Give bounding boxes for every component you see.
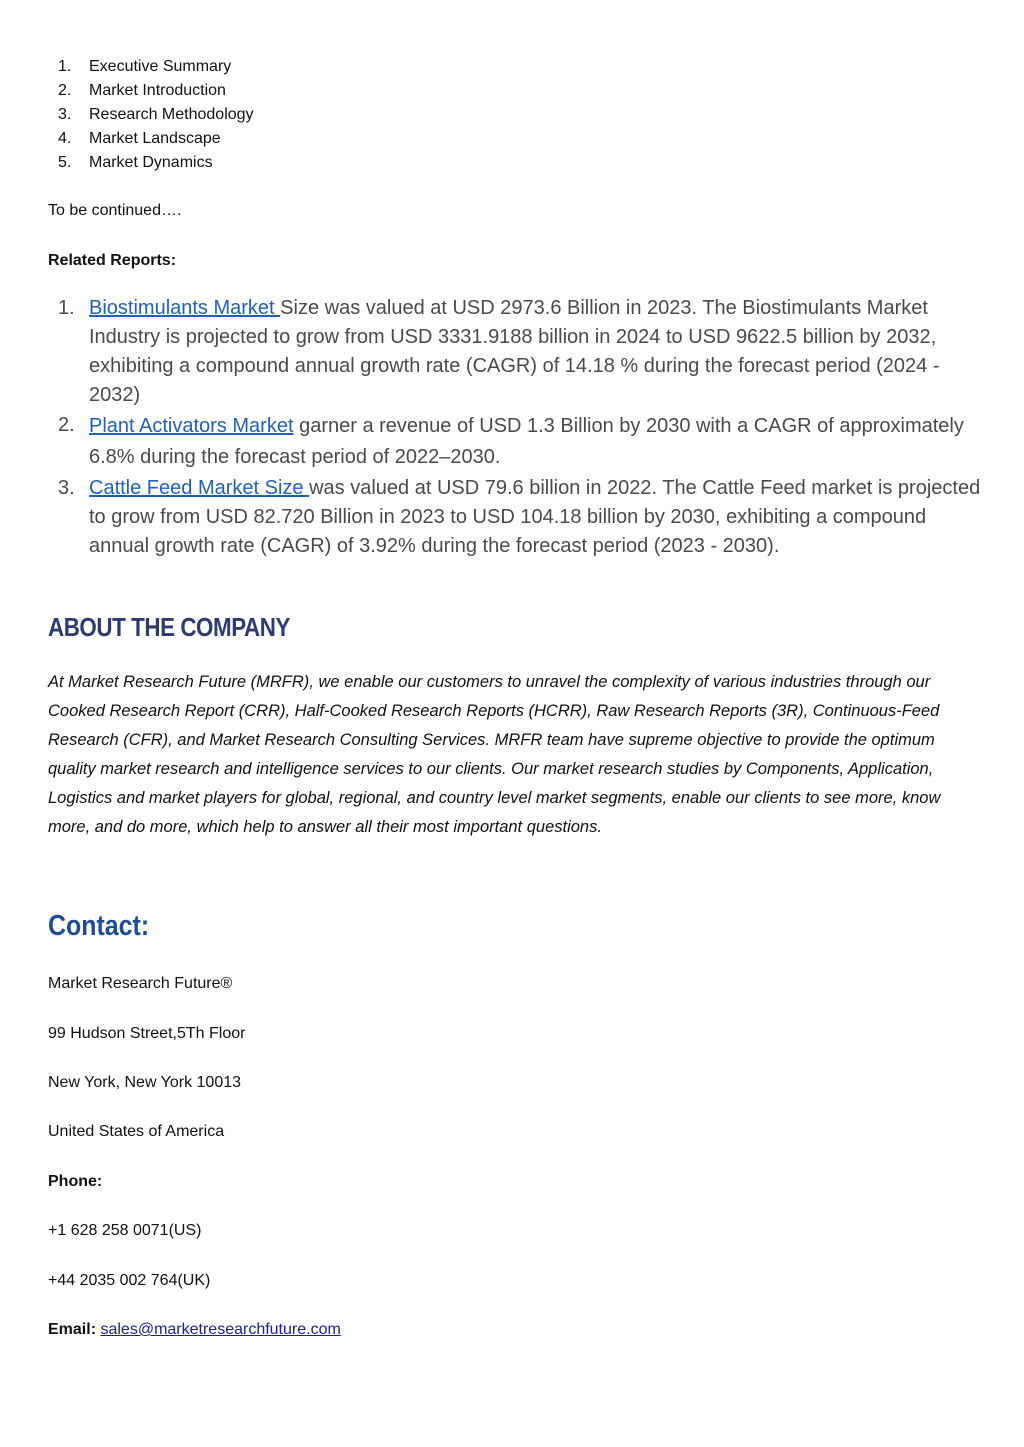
contact-heading: Contact: — [48, 910, 150, 942]
report-number: 1. — [58, 297, 75, 319]
toc-item — [48, 103, 254, 127]
report-item — [48, 294, 988, 410]
toc-number: 1. — [58, 58, 72, 75]
about-paragraph: At Market Research Future (MRFR), we enable our customers to unravel the complexity of various industries through our Cooked Research Report (CRR), Half-Cooked Research Reports (HCRR), Raw Research Reports (3R), Continuous-Feed Research (CFR), and Market Research Consulting Services. MRFR team have supreme objective to provide the optimum quality market research and intelligence services to our clients. Our market research studies by Components, Application, Logistics and market players for global, regional, and country level market segments, enable our clients to see more, know more, and do more, which help to answer all their most important questions. — [48, 673, 941, 836]
toc-number: 3. — [58, 106, 72, 123]
toc-number: 5. — [58, 154, 72, 171]
related-reports-list — [48, 294, 988, 561]
report-number: 2. — [58, 414, 75, 436]
email-row — [48, 1319, 341, 1341]
phone-label: Phone: — [48, 1173, 103, 1190]
toc-item — [48, 55, 254, 79]
toc-label: Market Dynamics — [89, 154, 213, 171]
company-name: Market Research Future® — [48, 975, 233, 992]
toc-label: Research Methodology — [89, 106, 254, 123]
to-be-continued-text: To be continued…. — [48, 202, 182, 219]
about-heading: ABOUT THE COMPANY — [48, 612, 290, 642]
toc-item — [48, 79, 254, 103]
toc-item — [48, 151, 254, 175]
report-text-block — [89, 294, 988, 410]
report-link-cattle-feed[interactable]: Cattle Feed Market Size — [89, 477, 310, 499]
address-street: 99 Hudson Street,5Th Floor — [48, 1025, 246, 1042]
email-label: Email: — [48, 1321, 97, 1338]
report-link-plant-activators[interactable]: Plant Activators Market — [89, 415, 294, 437]
email-link[interactable]: sales@marketresearchfuture.com — [100, 1321, 341, 1338]
toc-label: Executive Summary — [89, 58, 232, 75]
report-item — [48, 474, 988, 561]
table-of-contents — [48, 55, 254, 175]
toc-number: 2. — [58, 82, 72, 99]
report-description: Size was valued at USD 2973.6 Billion in 2023. The Biostimulants Market Industry is projected to grow from USD 3331.9188 billion in 2024 to USD 9622.5 billion by 2032, exhibiting a compound annual growth rate (CAGR) of 14.18 % during the forecast period (2024 - 2032) — [89, 297, 940, 406]
address-city: New York, New York 10013 — [48, 1074, 242, 1091]
toc-number: 4. — [58, 130, 72, 147]
phone-us: +1 628 258 0071(US) — [48, 1222, 202, 1239]
toc-label: Market Landscape — [89, 130, 221, 147]
report-number: 3. — [58, 477, 75, 499]
report-description: garner a revenue of USD 1.3 Billion by 2030 with a CAGR of approximately 6.8% during the forecast period of 2022–2030. — [89, 415, 964, 468]
address-country: United States of America — [48, 1123, 225, 1140]
report-description: was valued at USD 79.6 billion in 2022. The Cattle Feed market is projected to grow from USD 82.720 Billion in 2023 to USD 104.18 billion by 2030, exhibiting a compound annual growth rate (CAGR) of 3.92% during the forecast period (2023 - 2030). — [89, 477, 981, 557]
report-link-biostimulants[interactable]: Biostimulants Market — [89, 297, 281, 319]
report-text-block — [89, 474, 988, 561]
toc-label: Market Introduction — [89, 82, 226, 99]
phone-uk: +44 2035 002 764(UK) — [48, 1272, 211, 1289]
report-text-block — [89, 411, 988, 473]
related-reports-heading: Related Reports: — [48, 252, 177, 269]
report-item — [48, 411, 988, 473]
toc-item — [48, 127, 254, 151]
